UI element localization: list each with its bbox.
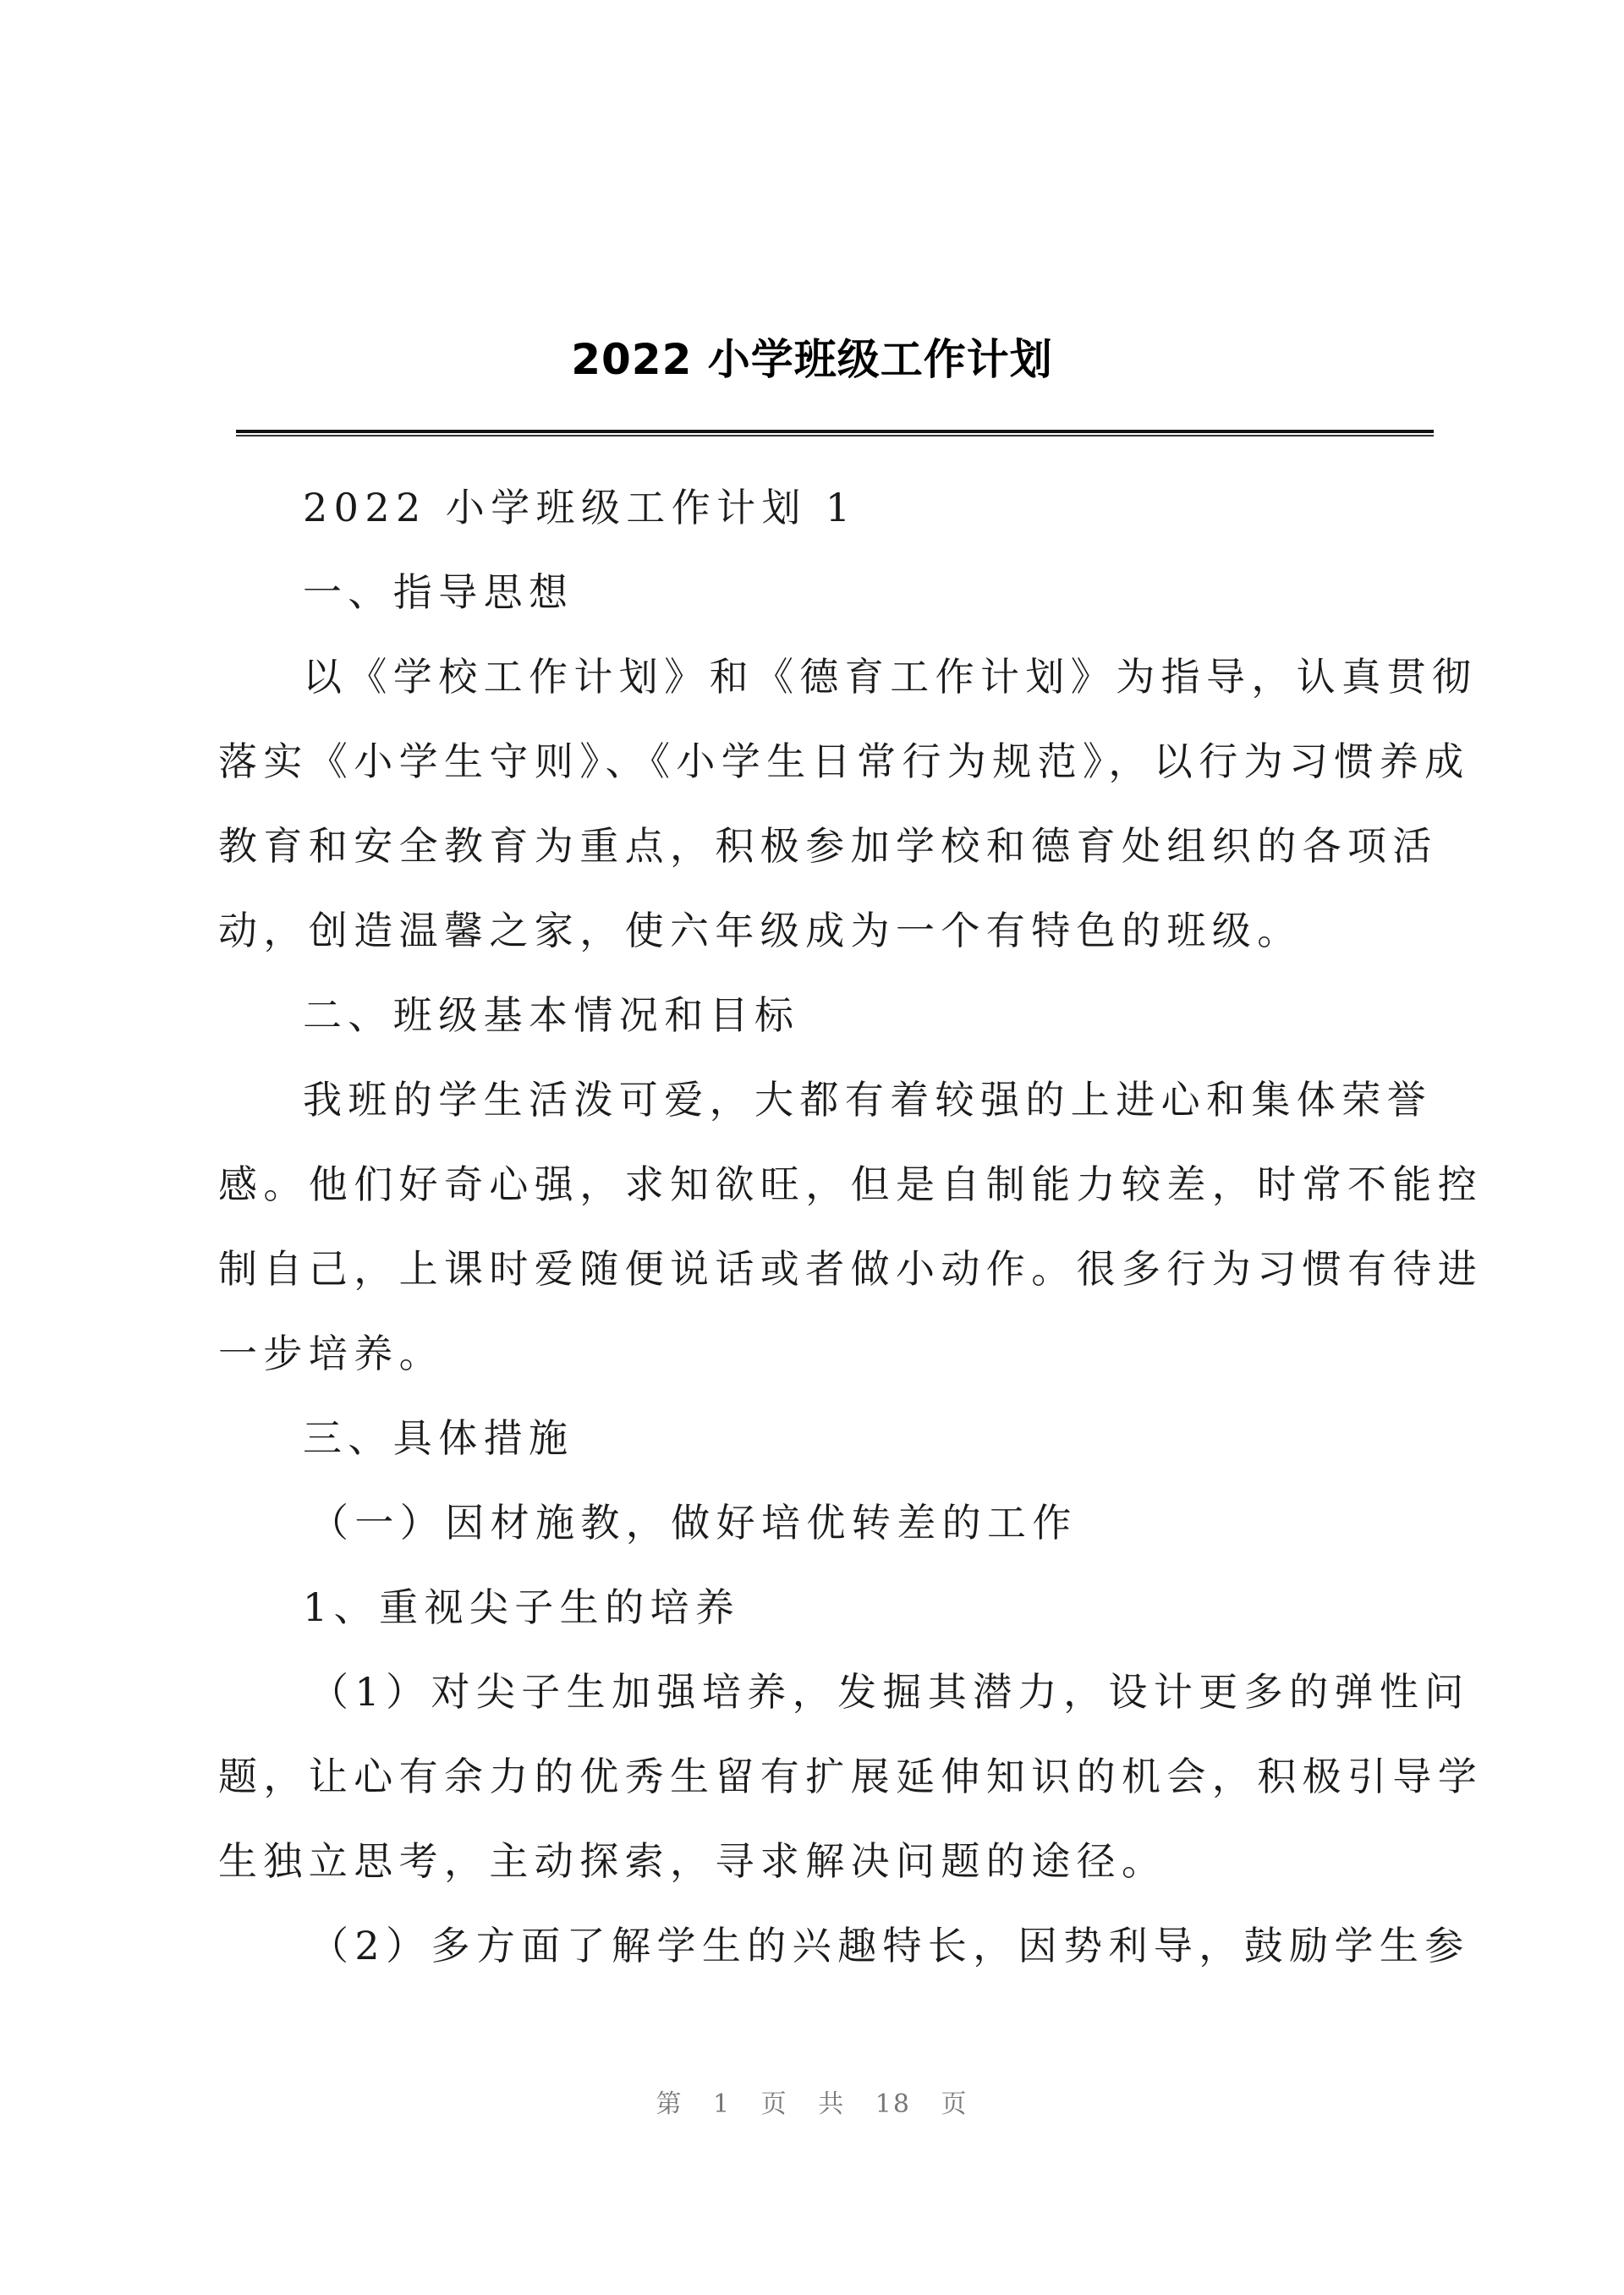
text-line: 2022 小学班级工作计划 1 (303, 485, 857, 530)
text-line: 生独立思考，主动探索，寻求解决问题的途径。 (218, 1838, 1167, 1884)
rule-thin-line (236, 435, 1434, 436)
text-line: （2）多方面了解学生的兴趣特长，因势利导，鼓励学生参 (310, 1923, 1470, 1968)
title-double-rule (236, 430, 1434, 436)
text-line: 以《学校工作计划》和《德育工作计划》为指导，认真贯彻 (303, 654, 1478, 700)
document-body (218, 465, 1484, 1988)
page-footer (0, 2083, 1624, 2120)
text-line: 落实《小学生守则》、《小学生日常行为规范》，以行为习惯养成 (218, 738, 1470, 784)
text-line: （1）对尖子生加强培养，发掘其潜力，设计更多的弹性问 (310, 1669, 1470, 1715)
rule-thick-line (236, 430, 1434, 433)
text-line: （一）因材施教，做好培优转差的工作 (310, 1500, 1078, 1546)
text-line: 一步培养。 (218, 1331, 444, 1376)
text-line: 二、班级基本情况和目标 (303, 992, 800, 1038)
footer-label-page: 第 (656, 2089, 683, 2119)
footer-total-pages: 18 (875, 2089, 911, 2119)
text-line: 感。他们好奇心强，求知欲旺，但是自制能力较差，时常不能控 (218, 1161, 1484, 1207)
document-title: 2022 小学班级工作计划 (571, 335, 1053, 384)
text-line: 动，创造温馨之家，使六年级成为一个有特色的班级。 (218, 908, 1303, 953)
text-line: 我班的学生活泼可爱，大都有着较强的上进心和集体荣誉 (303, 1077, 1432, 1123)
text-line: 三、具体措施 (303, 1415, 574, 1461)
footer-label-pages: 页 (941, 2089, 968, 2119)
text-line: 1、重视尖子生的培养 (303, 1584, 741, 1630)
footer-label-of: 页 共 (760, 2089, 846, 2119)
text-line: 题，让心有余力的优秀生留有扩展延伸知识的机会，积极引导学 (218, 1754, 1484, 1799)
text-line: 制自己，上课时爱随便说话或者做小动作。很多行为习惯有待进 (218, 1246, 1484, 1292)
text-line: 一、指导思想 (303, 569, 574, 615)
footer-current-page: 1 (713, 2089, 732, 2119)
text-line: 教育和安全教育为重点，积极参加学校和德育处组织的各项活 (218, 823, 1438, 869)
